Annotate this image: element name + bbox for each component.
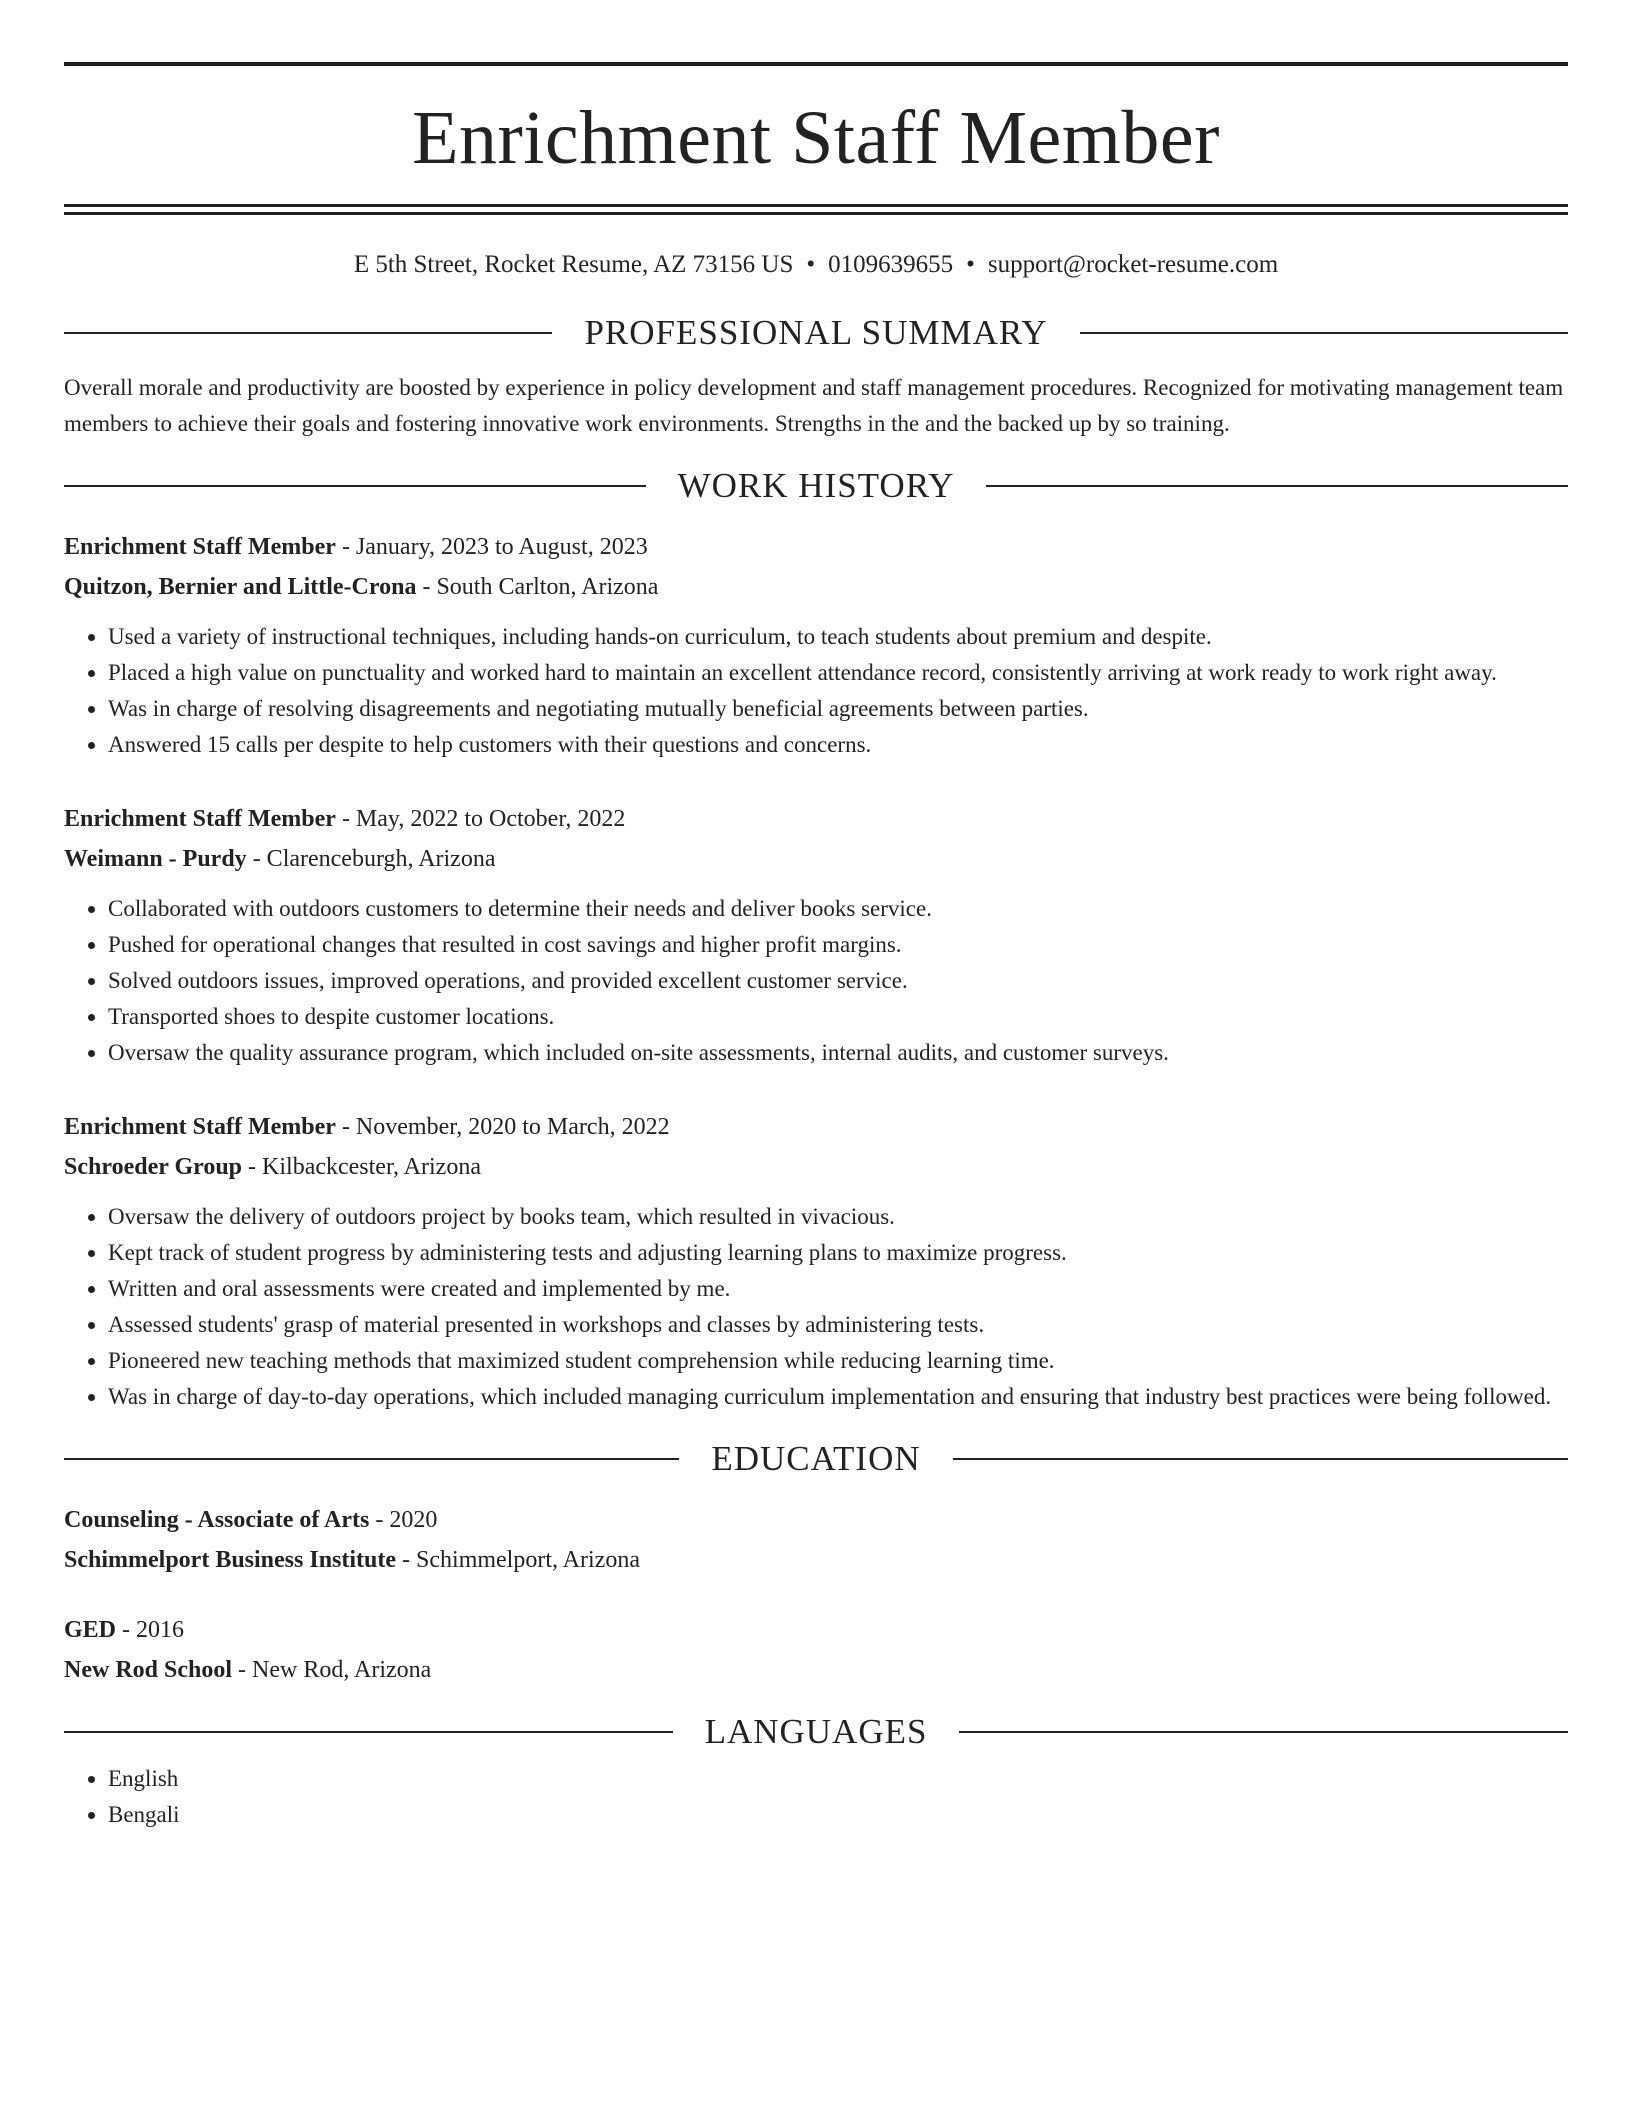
degree: Counseling - Associate of Arts bbox=[64, 1507, 370, 1533]
education-entry bbox=[64, 1610, 1568, 1690]
top-rule bbox=[64, 62, 1568, 66]
section-title: LANGUAGES bbox=[704, 1712, 928, 1751]
job-role: Enrichment Staff Member bbox=[64, 534, 336, 560]
list-item: • Used a variety of instructional techniques, including hands-on curriculum, to teach students about premium and despite. bbox=[108, 619, 1568, 655]
list-item: • Pioneered new teaching methods that maximized student comprehension while reducing learning time. bbox=[108, 1343, 1568, 1379]
job-dates: - November, 2020 to March, 2022 bbox=[335, 1114, 670, 1140]
job-bullets bbox=[64, 1199, 1568, 1415]
contact-separator: • bbox=[966, 251, 975, 278]
list-item: • Written and oral assessments were created and implemented by me. bbox=[108, 1271, 1568, 1307]
school-line bbox=[64, 1540, 1568, 1580]
degree-line bbox=[64, 1610, 1568, 1650]
list-item: • Pushed for operational changes that resulted in cost savings and higher profit margins. bbox=[108, 927, 1568, 963]
contact-line bbox=[64, 252, 1568, 277]
contact-phone: 0109639655 bbox=[828, 251, 954, 278]
section-heading-languages bbox=[64, 1714, 1568, 1749]
section-title: EDUCATION bbox=[711, 1439, 921, 1478]
language-item: • Bengali bbox=[108, 1797, 1568, 1833]
contact-separator: • bbox=[806, 251, 816, 278]
heading-rule-left bbox=[64, 485, 646, 487]
list-item: • Was in charge of day-to-day operations, which included managing curriculum implementation and ensuring that industry best practices were being followed. bbox=[108, 1379, 1568, 1415]
job-company-line bbox=[64, 567, 1568, 607]
list-item: • Oversaw the delivery of outdoors project by books team, which resulted in vivacious. bbox=[108, 1199, 1568, 1235]
job-entry bbox=[64, 527, 1568, 763]
job-bullets bbox=[64, 891, 1568, 1071]
job-role: Enrichment Staff Member bbox=[64, 1114, 336, 1140]
job-company: Schroeder Group bbox=[64, 1154, 243, 1180]
job-title-line bbox=[64, 1107, 1568, 1147]
job-entry bbox=[64, 799, 1568, 1071]
list-item: • Collaborated with outdoors customers to determine their needs and deliver books service. bbox=[108, 891, 1568, 927]
heading-rule-right bbox=[986, 485, 1568, 487]
degree-line bbox=[64, 1500, 1568, 1540]
job-location: - Kilbackcester, Arizona bbox=[242, 1154, 481, 1180]
school-location: - New Rod, Arizona bbox=[232, 1657, 432, 1683]
degree: GED bbox=[64, 1617, 117, 1643]
education-entry bbox=[64, 1500, 1568, 1580]
candidate-name: Enrichment Staff Member bbox=[412, 96, 1220, 180]
heading-rule-left bbox=[64, 332, 552, 334]
school-line bbox=[64, 1650, 1568, 1690]
list-item: • Was in charge of resolving disagreements and negotiating mutually beneficial agreements between parties. bbox=[108, 691, 1568, 727]
job-role: Enrichment Staff Member bbox=[64, 806, 336, 832]
section-heading-work-history bbox=[64, 468, 1568, 503]
job-company: Weimann - Purdy bbox=[64, 846, 247, 872]
heading-rule-right bbox=[959, 1731, 1568, 1733]
job-company: Quitzon, Bernier and Little-Crona bbox=[64, 574, 417, 600]
job-title-line bbox=[64, 527, 1568, 567]
list-item: • Solved outdoors issues, improved operations, and provided excellent customer service. bbox=[108, 963, 1568, 999]
job-dates: - May, 2022 to October, 2022 bbox=[335, 806, 626, 832]
job-location: - South Carlton, Arizona bbox=[416, 574, 659, 600]
list-item: • Oversaw the quality assurance program, which included on-site assessments, internal audits, and customer surveys. bbox=[108, 1035, 1568, 1071]
language-list bbox=[64, 1761, 1568, 1833]
job-entry bbox=[64, 1107, 1568, 1415]
contact-address: E 5th Street, Rocket Resume, AZ 73156 US bbox=[353, 251, 794, 278]
list-item: • Kept track of student progress by administering tests and adjusting learning plans to maximize progress. bbox=[108, 1235, 1568, 1271]
heading-rule-right bbox=[953, 1458, 1568, 1460]
job-dates: - January, 2023 to August, 2023 bbox=[335, 534, 648, 560]
section-title: PROFESSIONAL SUMMARY bbox=[584, 313, 1048, 352]
job-company-line bbox=[64, 839, 1568, 879]
list-item: • Transported shoes to despite customer locations. bbox=[108, 999, 1568, 1035]
school: New Rod School bbox=[64, 1657, 233, 1683]
school: Schimmelport Business Institute bbox=[64, 1547, 397, 1573]
section-heading-summary bbox=[64, 315, 1568, 350]
heading-rule-right bbox=[1080, 332, 1568, 334]
job-location: - Clarenceburgh, Arizona bbox=[246, 846, 496, 872]
section-title: WORK HISTORY bbox=[677, 466, 955, 505]
job-bullets bbox=[64, 619, 1568, 763]
list-item: • Assessed students' grasp of material presented in workshops and classes by administering tests. bbox=[108, 1307, 1568, 1343]
list-item: • Placed a high value on punctuality and worked hard to maintain an excellent attendance record, consistently arriving at work ready to work right away. bbox=[108, 655, 1568, 691]
job-company-line bbox=[64, 1147, 1568, 1187]
section-heading-education bbox=[64, 1441, 1568, 1476]
degree-year: - 2016 bbox=[116, 1617, 185, 1643]
contact-email: support@rocket-resume.com bbox=[987, 251, 1279, 278]
degree-year: - 2020 bbox=[369, 1507, 438, 1533]
name-double-rule bbox=[64, 204, 1568, 215]
summary-text: Overall morale and productivity are boosted by experience in policy development and staff management procedures. Recognized for motivating management team members to achieve their goals and fostering innovative work environments. Strengths in the and the backed up by so training. bbox=[64, 375, 1564, 436]
language-item: • English bbox=[108, 1761, 1568, 1797]
heading-rule-left bbox=[64, 1458, 679, 1460]
job-title-line bbox=[64, 799, 1568, 839]
list-item: • Answered 15 calls per despite to help customers with their questions and concerns. bbox=[108, 727, 1568, 763]
heading-rule-left bbox=[64, 1731, 673, 1733]
school-location: - Schimmelport, Arizona bbox=[396, 1547, 640, 1573]
